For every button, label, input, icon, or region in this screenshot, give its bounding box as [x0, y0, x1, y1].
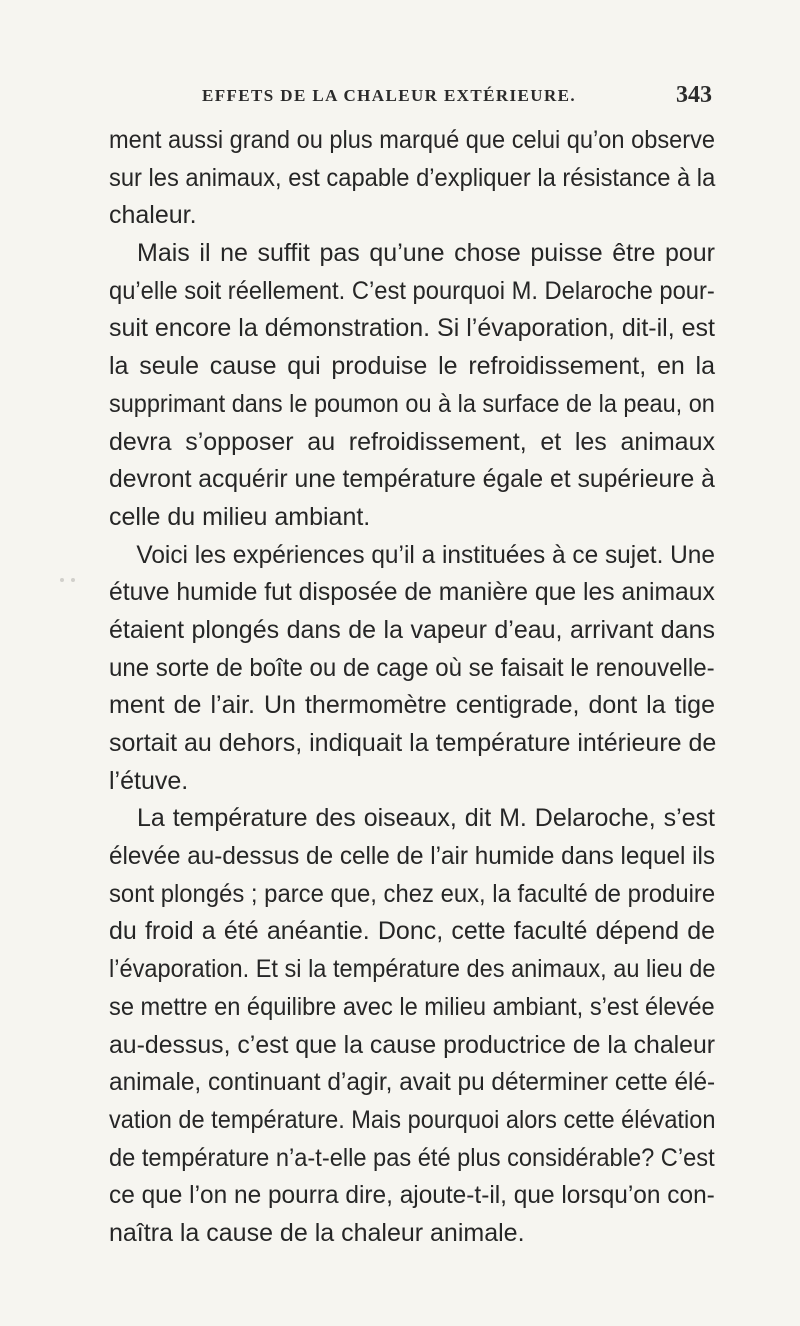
paper-speck [71, 578, 75, 582]
text-line: La température des oiseaux, dit M. Delaroche, s’est [137, 804, 715, 833]
text-line: Mais il ne suffit pas qu’une chose puisse être pour [137, 239, 715, 268]
text-line: élevée au-dessus de celle de l’air humide dans lequel ils [109, 842, 716, 871]
text-line: devra s’opposer au refroidissement, et les animaux [109, 427, 715, 456]
text-line: étuve humide fut disposée de manière que les animaux [109, 578, 715, 607]
running-title: EFFETS DE LA CHALEUR EXTÉRIEURE. [202, 86, 577, 105]
text-line: celle du milieu ambiant. [109, 502, 371, 531]
running-head [110, 82, 712, 116]
text-line: étaient plongés dans de la vapeur d’eau, arrivant dans [109, 615, 715, 644]
text-line: devront acquérir une température égale et supérieure à [109, 465, 715, 494]
paragraph [109, 800, 715, 1252]
text-line: supprimant dans le poumon ou à la surface de la peau, on [109, 389, 715, 418]
page-number: 343 [676, 82, 712, 108]
text-line: Voici les expériences qu’il a instituées à ce sujet. Une [136, 540, 715, 569]
text-line: une sorte de boîte ou de cage où se faisait le renouvelle- [109, 653, 715, 682]
text-line: ce que l’on ne pourra dire, ajoute-t-il, que lorsqu’on con- [109, 1181, 715, 1210]
text-line: la seule cause qui produise le refroidissement, en la [109, 352, 715, 381]
text-line: suit encore la démonstration. Si l’évaporation, dit-il, est [109, 314, 715, 343]
text-line: animale, continuant d’agir, avait pu déterminer cette élé- [109, 1068, 716, 1097]
text-line: sont plongés ; parce que, chez eux, la faculté de produire [109, 879, 716, 908]
text-line: au-dessus, c’est que la cause productrice de la chaleur [109, 1030, 716, 1059]
text-line: l’évaporation. Et si la température des animaux, au lieu de [109, 955, 716, 984]
text-line: ment de l’air. Un thermomètre centigrade, dont la tige [109, 691, 715, 720]
text-line: se mettre en équilibre avec le milieu ambiant, s’est élevée [109, 992, 715, 1021]
body-text [109, 122, 715, 1253]
text-line: chaleur. [109, 201, 197, 230]
text-line: vation de température. Mais pourquoi alors cette élévation [109, 1105, 716, 1134]
text-line: qu’elle soit réellement. C’est pourquoi M. Delaroche pour- [109, 276, 715, 305]
text-line: sur les animaux, est capable d’expliquer la résistance à la [109, 163, 716, 192]
paragraph [109, 537, 715, 801]
paper-speck [60, 578, 64, 582]
paragraph [109, 122, 715, 235]
text-line: ment aussi grand ou plus marqué que celui qu’on observe [109, 126, 716, 154]
text-line: l’étuve. [109, 766, 189, 795]
text-line: naîtra la cause de la chaleur animale. [109, 1218, 525, 1247]
paragraph [109, 235, 715, 537]
text-line: sortait au dehors, indiquait la température intérieure de [109, 729, 717, 757]
text-line: de température n’a-t-elle pas été plus considérable? C’est [109, 1143, 715, 1172]
text-line: du froid a été anéantie. Donc, cette faculté dépend de [109, 917, 715, 946]
